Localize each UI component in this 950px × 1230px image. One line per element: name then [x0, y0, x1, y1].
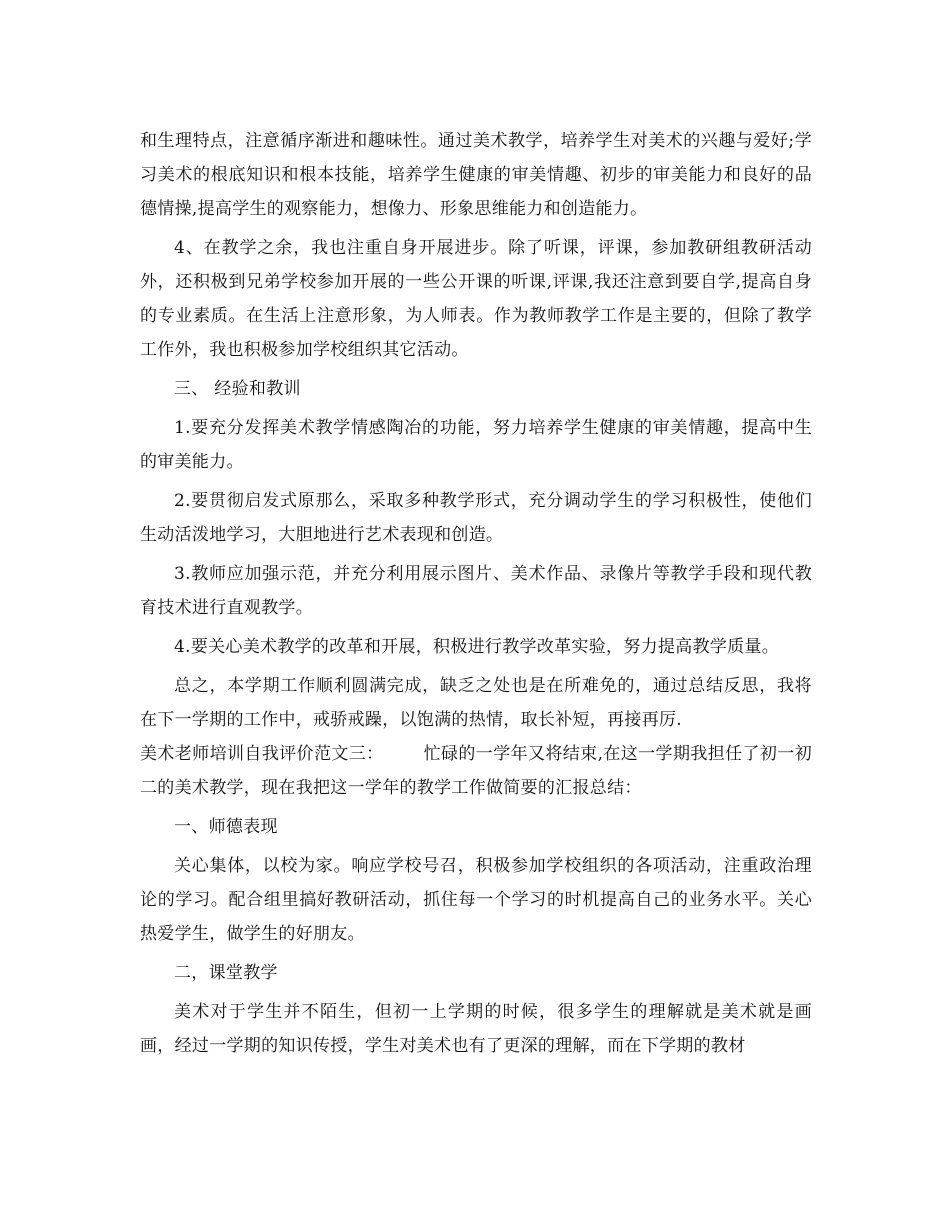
paragraph: 美术对于学生并不陌生，但初一上学期的时候，很多学生的理解就是美术就是画画，经过一学期的知识传授，学生对美术也有了更深的理解，而在下学期的教材 [140, 1002, 812, 1056]
section-heading: 一、师德表现 [174, 817, 278, 837]
paragraph: 关心集体，以校为家。响应学校号召，积极参加学校组织的各项活动，注重政治理论的学习。配合组里搞好教研活动，抓住每一个学习的时机提高自己的业务水平。关心热爱学生，做学生的好朋友。 [140, 856, 812, 944]
section-heading: 二，课堂教学 [174, 963, 278, 983]
paragraph: 3.教师应加强示范，并充分利用展示图片、美术作品、录像片等教学手段和现代教育技术进行直观教学。 [140, 564, 812, 618]
paragraph: 4.要关心美术教学的改革和开展，积极进行教学改革实验，努力提高教学质量。 [174, 637, 780, 657]
paragraph: 总之，本学期工作顺利圆满完成，缺乏之处也是在所难免的，通过总结反思，我将在下一学期的工作中，戒骄戒躁，以饱满的热情，取长补短，再接再厉. [140, 676, 812, 730]
paragraph: 4、在教学之余，我也注重自身开展进步。除了听课，评课，参加教研组教研活动外，还积极到兄弟学校参加开展的一些公开课的听课,评课,我还注意到要自学,提高自身的专业素质。在生活上注意形象，为人师表。作为教师教学工作是主要的，但除了教学工作外，我也积极参加学校组织其它活动。 [140, 238, 812, 360]
essay-title: 美术老师培训自我评价范文三： [140, 744, 384, 764]
paragraph: 2.要贯彻启发式原那么，采取多种教学形式，充分调动学生的学习积极性，使他们生动活泼地学习，大胆地进行艺术表现和创造。 [140, 491, 812, 545]
paragraph: 和生理特点，注意循序渐进和趣味性。通过美术教学，培养学生对美术的兴趣与爱好;学习美术的根底知识和根本技能，培养学生健康的审美情趣、初步的审美能力和良好的品德情操,提高学生的观察能力，想像力、形象思维能力和创造能力。 [140, 131, 812, 219]
paragraph: 1.要充分发挥美术教学情感陶冶的功能，努力培养学生健康的审美情趣，提高中生的审美能力。 [140, 418, 812, 472]
section-heading: 三、 经验和教训 [174, 379, 301, 399]
document-body [140, 124, 812, 1068]
essay-intro: 忙碌的一学年又将结束,在这一学期我担任了初一初二的美术教学，现在我把这一学年的教学工作做简要的汇报总结： [140, 744, 812, 798]
essay-heading-line [140, 737, 812, 805]
